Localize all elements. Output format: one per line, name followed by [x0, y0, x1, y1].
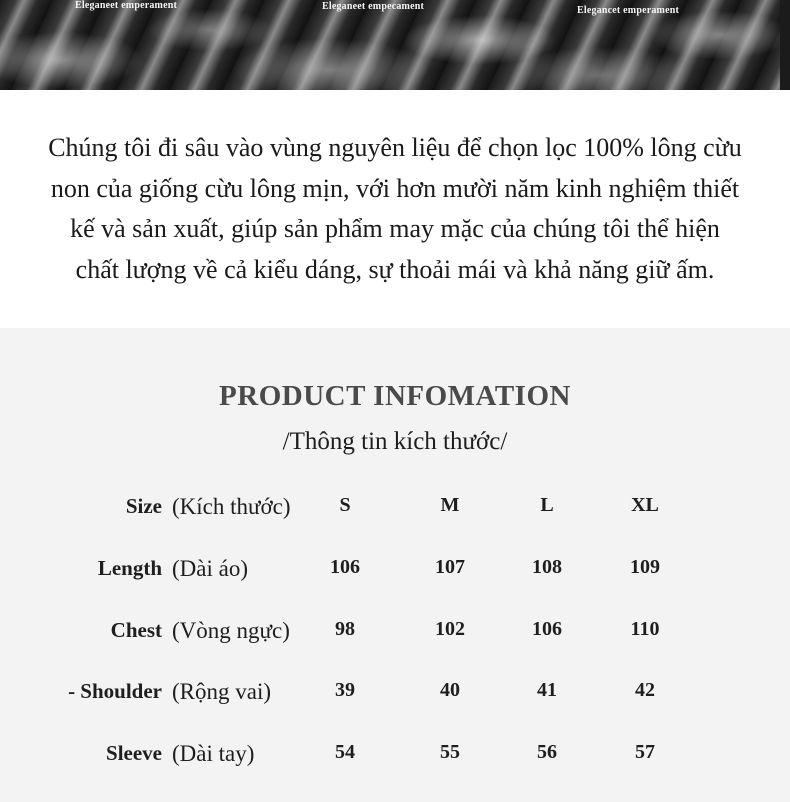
- intro-line: chất lượng về cả kiểu dáng, sự thoải mái và khả năng giữ ấm.: [75, 254, 715, 284]
- row-label-vi: (Rộng vai): [172, 679, 272, 704]
- row-label-vi: (Vòng ngực): [172, 618, 290, 643]
- table-cell: 39: [335, 679, 355, 701]
- table-cell: 108: [532, 556, 562, 578]
- table-cell: 55: [440, 741, 460, 763]
- section-title: PRODUCT INFOMATION: [219, 380, 571, 412]
- intro-line: non của giống cừu lông mịn, với hơn mười năm kinh nghiệm thiết: [50, 173, 740, 203]
- table-cell: 56: [537, 741, 557, 763]
- table-row-sleeve: [0, 741, 790, 771]
- table-cell: 109: [630, 556, 660, 578]
- table-row-size: [0, 494, 790, 524]
- table-cell: 110: [630, 618, 660, 640]
- table-cell: 106: [532, 618, 562, 640]
- table-cell: 98: [335, 618, 355, 640]
- table-cell: 41: [537, 679, 557, 701]
- table-cell: M: [440, 494, 460, 516]
- row-label-en: Size: [125, 494, 162, 518]
- table-cell: XL: [631, 494, 659, 516]
- table-row-shoulder: [0, 679, 790, 709]
- table-cell: L: [540, 494, 554, 516]
- banner-caption: Eleganeet empecament: [322, 1, 425, 12]
- table-cell: 107: [435, 556, 465, 578]
- table-cell: 40: [440, 679, 460, 701]
- row-label-vi: (Dài áo): [172, 556, 248, 581]
- banner-edge: [780, 0, 790, 90]
- table-cell: 57: [635, 741, 655, 763]
- table-cell: 54: [335, 741, 355, 763]
- table-cell: S: [339, 494, 351, 516]
- table-cell: 106: [330, 556, 360, 578]
- section-subtitle: /Thông tin kích thước/: [282, 428, 508, 455]
- product-photo-banner: [0, 0, 790, 90]
- table-cell: 102: [435, 618, 465, 640]
- product-info-section: [0, 328, 790, 802]
- banner-caption: Eleganeet emperament: [75, 0, 178, 11]
- row-label-en: Length: [97, 556, 162, 580]
- banner-caption: Elegancet emperament: [577, 5, 680, 16]
- row-label-vi: (Kích thước): [172, 494, 291, 519]
- row-label-en: Chest: [110, 618, 162, 642]
- table-row-chest: [0, 618, 790, 648]
- intro-line: Chúng tôi đi sâu vào vùng nguyên liệu để chọn lọc 100% lông cừu: [48, 133, 742, 162]
- table-row-length: [0, 556, 790, 586]
- row-label-en: - Shoulder: [68, 679, 162, 703]
- row-label-en: Sleeve: [106, 741, 162, 765]
- table-cell: 42: [635, 679, 655, 701]
- row-label-vi: (Dài tay): [172, 741, 255, 766]
- intro-paragraph: [0, 128, 790, 290]
- intro-line: kế và sản xuất, giúp sản phẩm may mặc của chúng tôi thể hiện: [70, 214, 720, 243]
